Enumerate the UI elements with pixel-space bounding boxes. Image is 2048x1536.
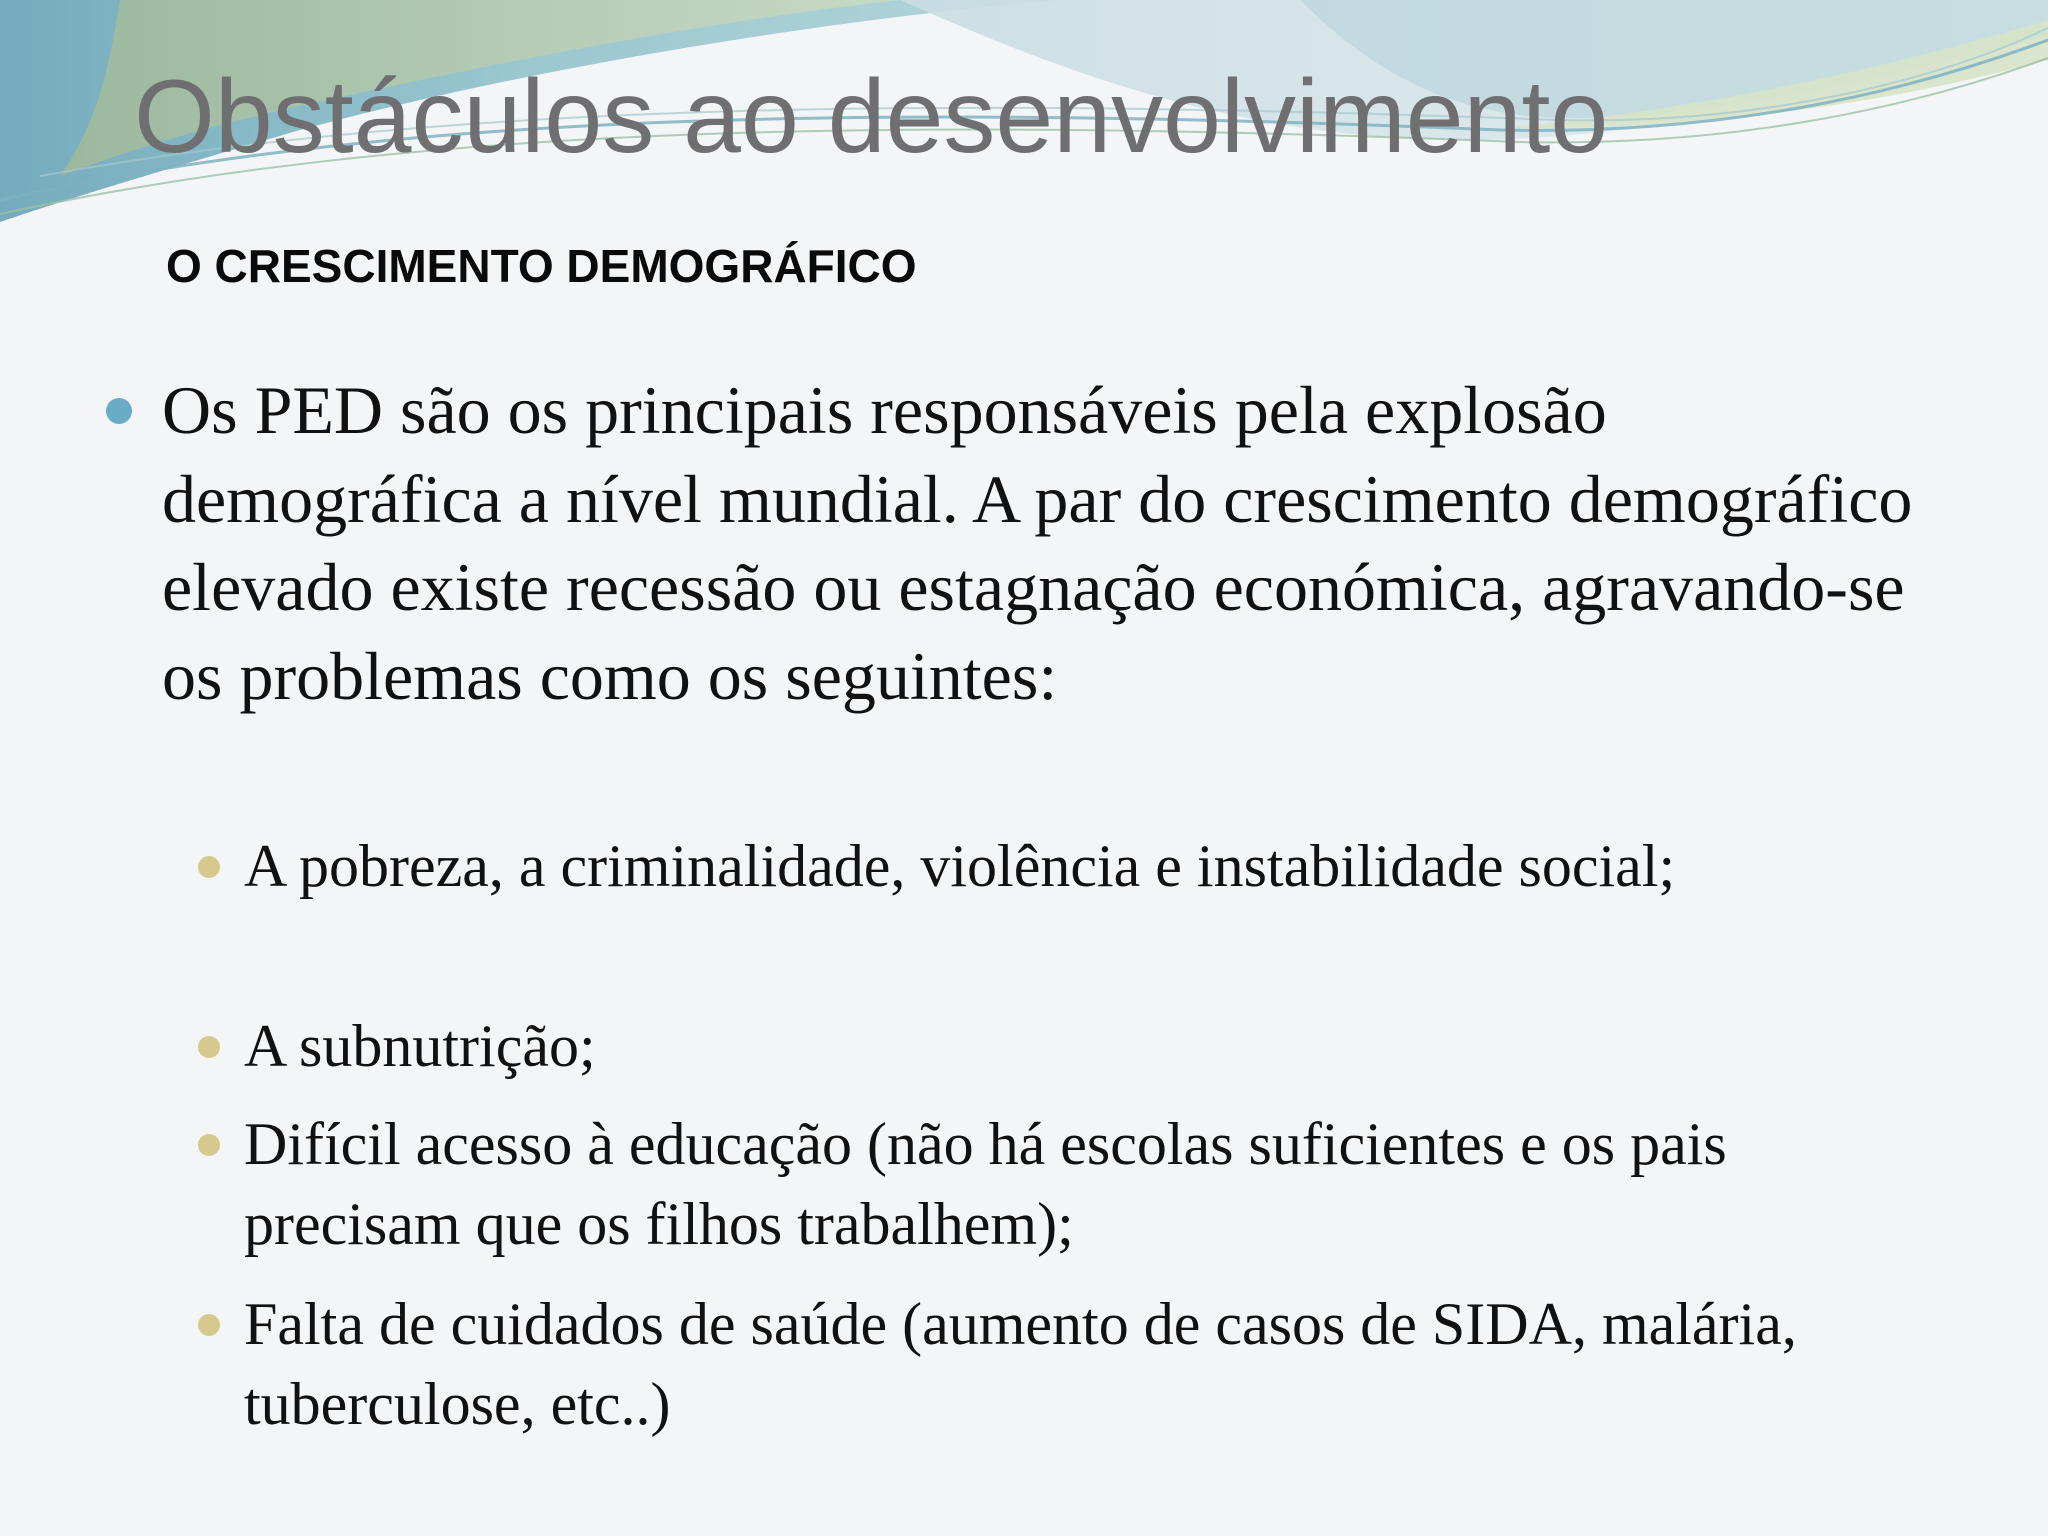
slide-title: Obstáculos ao desenvolvimento <box>134 59 1609 175</box>
sub-bullet-dot-icon <box>198 856 220 878</box>
sub-bullet-text: Falta de cuidados de saúde (aumento de casos de SIDA, malária, tuberculose, etc..) <box>244 1291 1797 1437</box>
sub-bullet-dot-icon <box>198 1314 220 1336</box>
main-bullet <box>162 366 1922 720</box>
sub-bullet-dot-icon <box>198 1134 220 1156</box>
sub-bullet-malnutrition <box>244 1006 1924 1086</box>
main-bullet-text: Os PED são os principais responsáveis pela explosão demográfica a nível mundial. A par do crescimento demográfico elevado existe recessão ou estagnação económica, agravando-se os problemas como os seguintes: <box>162 372 1913 714</box>
sub-bullet-text: Difícil acesso à educação (não há escolas suficientes e os pais precisam que os filhos trabalhem); <box>244 1111 1727 1257</box>
sub-bullet-poverty <box>244 826 1924 906</box>
sub-bullet-education <box>244 1104 1924 1264</box>
sub-bullet-text: A subnutrição; <box>244 1013 596 1079</box>
sub-bullet-dot-icon <box>198 1036 220 1058</box>
sub-bullet-health <box>244 1284 1924 1444</box>
slide-subtitle: O CRESCIMENTO DEMOGRÁFICO <box>166 240 917 292</box>
bullet-dot-icon <box>106 398 132 424</box>
sub-bullet-text: A pobreza, a criminalidade, violência e instabilidade social; <box>244 833 1676 899</box>
